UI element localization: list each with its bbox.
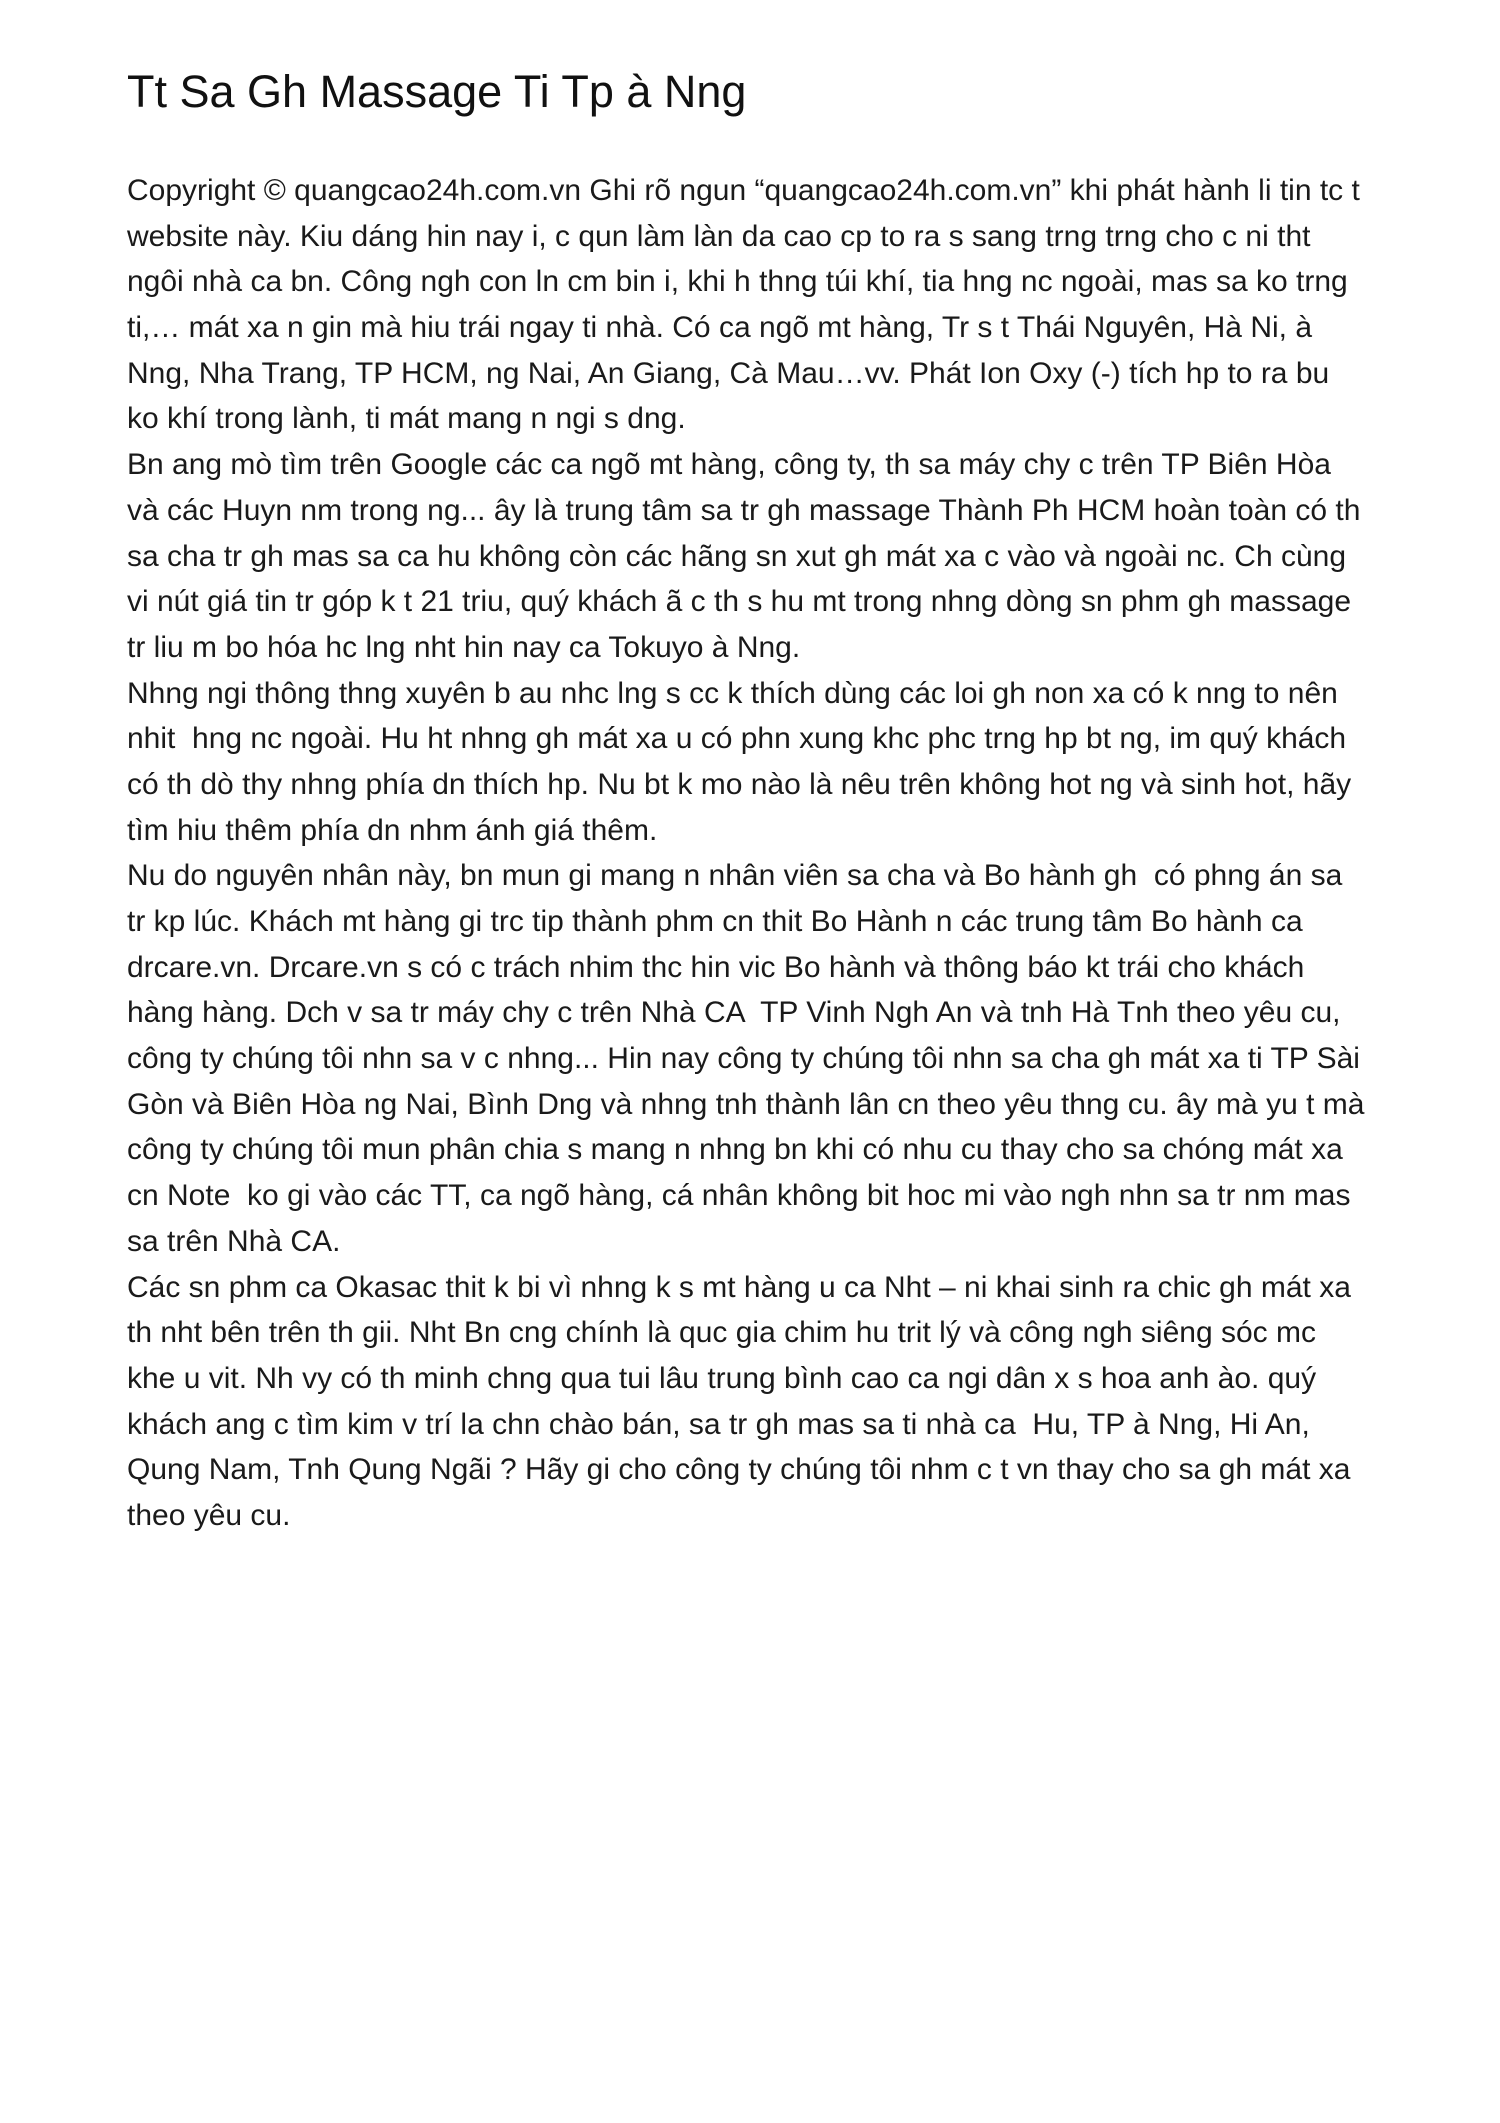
body-text-line: vi nút giá tin tr góp k t 21 triu, quý khách ã c th s hu mt trong nhng dòng sn phm gh massage — [127, 585, 1352, 619]
body-text-line: Nng, Nha Trang, TP HCM, ng Nai, An Giang, Cà Mau…vv. Phát Ion Oxy (-) tích hp to ra bu — [127, 356, 1330, 390]
body-text-line: drcare.vn. Drcare.vn s có c trách nhim thc hin vic Bo hành và thông báo kt trái cho khách — [127, 950, 1305, 984]
body-text-line: theo yêu cu. — [127, 1498, 291, 1532]
body-text-line: Nhng ngi thông thng xuyên b au nhc lng s cc k thích dùng các loi gh non xa có k nng to nên — [127, 676, 1338, 710]
body-text-line: tr kp lúc. Khách mt hàng gi trc tip thành phm cn thit Bo Hành n các trung tâm Bo hành ca — [127, 905, 1303, 938]
body-text-line: hàng hàng. Dch v sa tr máy chy c trên Nhà CA TP Vinh Ngh An và tnh Hà Tnh theo yêu cu, — [127, 996, 1341, 1030]
body-text-line: tr liu m bo hóa hc lng nht hin nay ca Tokuyo à Nng. — [127, 630, 801, 664]
body-text-line: sa trên Nhà CA. — [127, 1224, 341, 1258]
body-text-line: công ty chúng tôi mun phân chia s mang n nhng bn khi có nhu cu thay cho sa chóng mát xa — [127, 1133, 1343, 1167]
body-text-line: Các sn phm ca Okasac thit k bi vì nhng k s mt hàng u ca Nht – ni khai sinh ra chic gh mát xa — [127, 1270, 1351, 1304]
body-text-line: ko khí trong lành, ti mát mang n ngi s dng. — [127, 402, 686, 436]
body-text-line: khách ang c tìm kim v trí la chn chào bán, sa tr gh mas sa ti nhà ca Hu, TP à Nng, Hi An, — [127, 1407, 1310, 1441]
body-text-line: nhit hng nc ngoài. Hu ht nhng gh mát xa u có phn xung khc phc trng hp bt ng, im quý khách — [127, 722, 1347, 756]
body-text-line: khe u vit. Nh vy có th minh chng qua tui lâu trung bình cao ca ngi dân x s hoa anh ào. quý — [127, 1361, 1317, 1395]
body-text-line: công ty chúng tôi nhn sa v c nhng... Hin nay công ty chúng tôi nhn sa cha gh mát xa ti TP Sài — [127, 1042, 1360, 1076]
body-text-line: Copyright © quangcao24h.com.vn Ghi rõ ngun “quangcao24h.com.vn” khi phát hành li tin tc t — [127, 174, 1360, 207]
body-text-line: Qung Nam, Tnh Qung Ngãi ? Hãy gi cho công ty chúng tôi nhm c t vn thay cho sa gh mát xa — [127, 1453, 1351, 1487]
body-text-line: ngôi nhà ca bn. Công ngh con ln cm bin i, khi h thng túi khí, tia hng nc ngoài, mas sa ko trng — [127, 265, 1348, 299]
body-text-line: th nht bên trên th gii. Nht Bn cng chính là quc gia chim hu trit lý và công ngh siêng sóc mc — [127, 1316, 1316, 1350]
body-text-line: website này. Kiu dáng hin nay i, c qun làm làn da cao cp to ra s sang trng trng cho c ni tht — [127, 219, 1311, 253]
body-text-line: Bn ang mò tìm trên Google các ca ngõ mt hàng, công ty, th sa máy chy c trên TP Biên Hòa — [127, 448, 1331, 482]
body-text-line: Nu do nguyên nhân này, bn mun gi mang n nhân viên sa cha và Bo hành gh có phng án sa — [127, 859, 1343, 893]
body-text-line: sa cha tr gh mas sa ca hu không còn các hãng sn xut gh mát xa c vào và ngoài nc. Ch cùng — [127, 539, 1347, 573]
body-text-line: cn Note ko gi vào các TT, ca ngõ hàng, cá nhân không bit hoc mi vào ngh nhn sa tr nm mas — [127, 1179, 1351, 1213]
body-text-line: tìm hiu thêm phía dn nhm ánh giá thêm. — [127, 813, 658, 847]
body-text-line: Gòn và Biên Hòa ng Nai, Bình Dng và nhng tnh thành lân cn theo yêu thng cu. ây mà yu t mà — [127, 1087, 1365, 1121]
body-text-line: có th dò thy nhng phía dn thích hp. Nu bt k mo nào là nêu trên không hot ng và sinh hot, hãy — [127, 767, 1352, 801]
page-title: Tt Sa Gh Massage Ti Tp à Nng — [127, 66, 747, 117]
body-text-line: ti,… mát xa n gin mà hiu trái ngay ti nhà. Có ca ngõ mt hàng, Tr s t Thái Nguyên, Hà Ni, à — [127, 311, 1313, 345]
article-body — [127, 168, 1387, 1539]
body-text-line: và các Huyn nm trong ng... ây là trung tâm sa tr gh massage Thành Ph HCM hoàn toàn có th — [127, 493, 1361, 527]
